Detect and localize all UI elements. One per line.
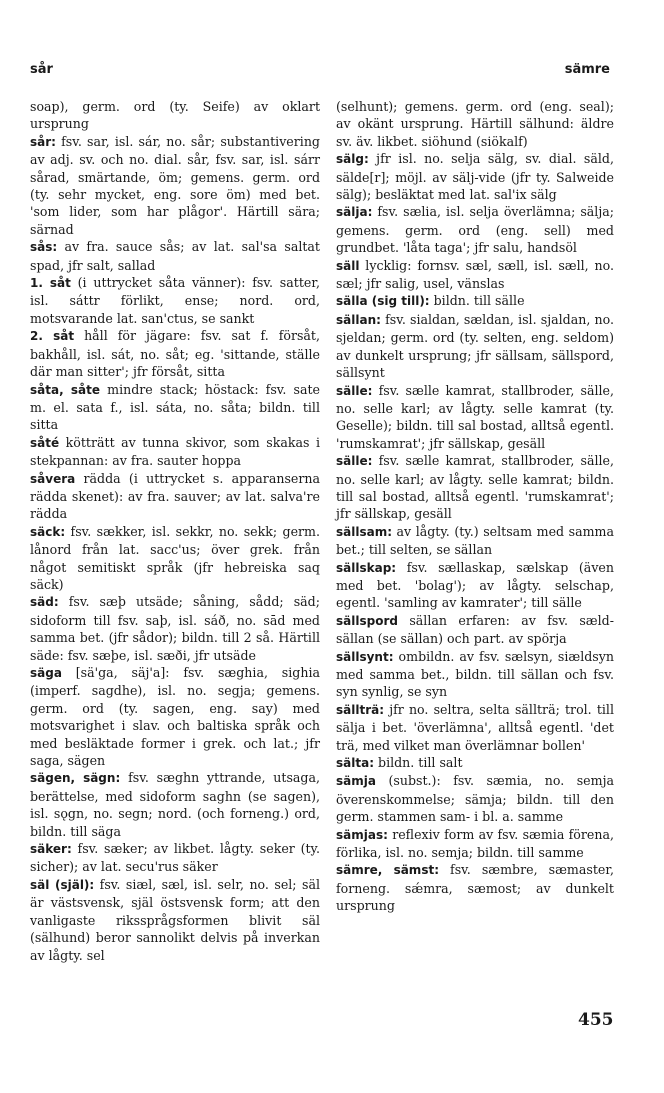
dictionary-entry [336,150,614,203]
entry-text: mindre stack; höstack: fsv. sate m. el. sata f., isl. sáta, no. såta; bildn. till sitta [30,381,320,433]
entry-text: fsv. sælia, isl. selja överlämna; sälja; gemens. germ. ord (eng. sell) med grundbet. 'låta taga'; jfr salu, handsöl [336,204,614,256]
entry-text: fsv. siæl, sæl, isl. selr, no. sel; säl är västsvensk, själ östsvensk form; att den vanligaste rikssprågsformen blivit säl (sälhund) beror sannolikt delvis på inverkan av lågty. sel [30,876,321,963]
entry-text: jfr isl. no. selja sälg, sv. dial. säld, sälde[r]; möjl. av sälj-vide (jfr ty. Salweide sälg); besläktat med lat. sal'ix sälg [336,151,614,203]
dictionary-entry [30,470,320,523]
entry-headword: sällträ: [336,702,385,717]
dictionary-entry [30,876,320,964]
dictionary-entry [30,523,320,594]
entry-text: håll för jägare: fsv. sat f. försåt, bakhåll, isl. sát, no. såt; eg. 'sittande, ställe där man sitter'; jfr försåt, sitta [30,328,321,380]
entry-headword: såté [30,435,60,450]
dictionary-entry [336,203,614,256]
dictionary-entry [336,826,614,862]
entry-text: rädda (i uttrycket s. apparanserna rädda skenet): av fra. sauver; av lat. salva're rädda [30,470,320,522]
running-header [30,62,610,82]
entry-text: fsv. sællaskap, sælskap (även med bet. 'bolag'); av lågty. selschap, egentl. 'samling av kamrater'; till sälle [336,559,614,611]
dictionary-entry [336,648,614,701]
entry-headword: såta, såte [30,382,101,397]
dictionary-entry [336,559,614,612]
entry-text: sällan erfaren: av fsv. sæld- sällan (se sällan) och part. av spörja [336,612,614,647]
entry-headword: sägen, sägn: [30,771,121,786]
entry-headword: sämre, sämst: [336,863,439,878]
entry-text: fsv. sækker, isl. sekkr, no. sekk; germ. lånord från lat. sacc'us; över grek. från något semitiskt språk (jfr hebreiska saq säck) [30,523,320,592]
dictionary-entry [30,238,320,274]
dictionary-entry [30,381,320,434]
entry-headword: sällsam: [336,524,393,539]
dictionary-entry [30,769,320,840]
entry-headword: säga [30,666,62,680]
entry-headword: sälja: [336,205,373,220]
entry-headword: säck: [30,524,66,539]
entry-text: [sä'ga, säj'a]: fsv. sæghia, sighia (imperf. sagdhe), isl. no. segja; gemens. germ. ord (ty. sagen, eng. say) med motsvarighet i slav. och baltiska språk och med besläktade former i grek. och lat.; jfr saga, sägen [30,665,320,769]
dictionary-entry [30,664,320,769]
dictionary-entry [30,274,320,327]
entry-text: fsv. sæmbre, sæmaster, forneng. sǽmra, sæmost; av dunkelt ursprung [336,862,614,914]
entry-headword: sälle: [336,383,373,398]
entry-text: fsv. sæþ utsäde; såning, sådd; säd; sidoform till fsv. saþ, isl. sáð, no. sād med samma bet. (jfr sådor); bildn. till 2 så. Härtill säde: fsv. sæþe, isl. sæði, jfr utsäde [30,594,320,663]
dictionary-entry [30,434,320,470]
entry-text: ombildn. av fsv. sælsyn, siældsyn med samma bet., bildn. till sällan och fsv. syn synlig, se syn [336,648,614,700]
entry-headword: såvera [30,471,76,486]
entry-text: soap), germ. ord (ty. Seife) av oklart ursprung [30,99,320,132]
entry-headword: 1. såt [30,276,71,291]
entry-headword: sällskap: [336,560,397,575]
dictionary-entry [336,311,614,382]
entry-text: av fra. sauce sås; av lat. sal'sa saltat spad, jfr salt, sallad [30,239,320,273]
entry-headword: 2. såt [30,329,75,344]
dictionary-entry [336,772,614,825]
entry-text: fsv. sælle kamrat, stallbroder, sälle, no. selle karl; av lågty. selle kamrat (ty. Geselle); bildn. till sal bostad, alltså egentl. 'rumskamrat'; jfr sällskap, gesäll [336,382,614,451]
dictionary-entry [336,257,614,293]
entry-headword: sämjas: [336,827,388,842]
entry-text: fsv. sæghn yttrande, utsaga, berättelse, med sidoform saghn (se sagen), isl. sǫgn, no. segn; nord. (och forneng.) ord, bildn. till säga [30,770,320,839]
dictionary-entry [336,523,614,559]
left-column [30,98,320,964]
entry-text: fsv. sæker; av likbet. lågty. seker (ty. sicher); av lat. secu'rus säker [30,841,320,875]
page-number: 455 [578,1010,614,1030]
entry-headword: säker: [30,842,72,857]
entry-text: av lågty. (ty.) seltsam med samma bet.; till selten, se sällan [336,523,614,558]
dictionary-entry [336,98,614,150]
dictionary-entry [30,98,320,133]
entry-headword: sälg: [336,152,369,167]
entry-headword: sämja [336,774,376,789]
entry-headword: sås: [30,240,58,255]
right-column [336,98,614,915]
entry-text: reflexiv form av fsv. sæmia förena, förlika, isl. no. semja; bildn. till samme [336,826,614,861]
entry-text: jfr no. seltra, selta sällträ; trol. till sälja i bet. 'överlämna', alltså egentl. 'det trä, med vilket man överlämnar bollen' [336,701,614,753]
dictionary-entry [30,133,320,238]
header-right-guideword: sämre [564,62,610,77]
entry-text: (selhunt); gemens. germ. ord (eng. seal); av okänt ursprung. Härtill sälhund: äldre sv. äv. likbet. siöhund (siökalf) [336,99,614,149]
entry-text: bildn. till salt [374,755,463,771]
entry-headword: sällsynt: [336,649,394,664]
dictionary-entry [30,327,320,380]
entry-text: fsv. sælle kamrat, stallbroder, sälle, no. selle karl; av lågty. selle kamrat; bildn. till sal bostad, alltså egentl. 'rumskamrat'; jfr sällskap, gesäll [336,453,614,522]
entry-headword: säll [336,258,360,273]
dictionary-entry [336,612,614,648]
dictionary-entry [336,701,614,754]
entry-headword: sår: [30,134,56,149]
dictionary-entry [30,593,320,664]
entry-text: bildn. till sälle [429,293,525,309]
dictionary-entry [336,292,614,310]
entry-text: fsv. sialdan, sældan, isl. sjaldan, no. sjeldan; germ. ord (ty. selten, eng. seldom) av dunkelt ursprung; jfr sällsam, sällspord, sällsynt [336,311,614,381]
entry-headword: sällan: [336,312,381,327]
entry-headword: sälla (sig till): [336,294,430,309]
entry-headword: säd: [30,595,59,610]
entry-headword: sälle: [336,454,373,469]
entry-text: (subst.): fsv. sæmia, no. semja överenskommelse; sämja; bildn. till den germ. stammen sam- i bl. a. samme [336,773,614,825]
dictionary-entry [336,754,614,772]
entry-text: (i uttrycket såta vänner): fsv. satter, isl. sáttr förlikt, ense; nord. ord, motsvarande lat. san'ctus, se sankt [30,275,320,326]
dictionary-entry [30,840,320,876]
dictionary-entry [336,382,614,453]
entry-headword: sällspord [336,613,398,628]
entry-text: lycklig: fornsv. sæl, sæll, isl. sæll, no. sæl; jfr salig, usel, vänslas [336,257,614,292]
entry-headword: sälta: [336,756,374,771]
entry-text: kötträtt av tunna skivor, som skakas i stekpannan: av fra. sauter hoppa [30,434,320,469]
entry-headword: säl (själ): [30,877,95,892]
entry-text: fsv. sar, isl. sár, no. sår; substantivering av adj. sv. och no. dial. sår, fsv. sar, isl. sárr sårad, smärtande, öm; gemens. germ. ord (ty. sehr mycket, eng. sore öm) med bet. 'som lider, som har plågor'. Härtill sära; särnad [30,133,320,237]
dictionary-entry [336,452,614,523]
dictionary-entry [336,861,614,914]
header-left-guideword: sår [30,62,53,77]
